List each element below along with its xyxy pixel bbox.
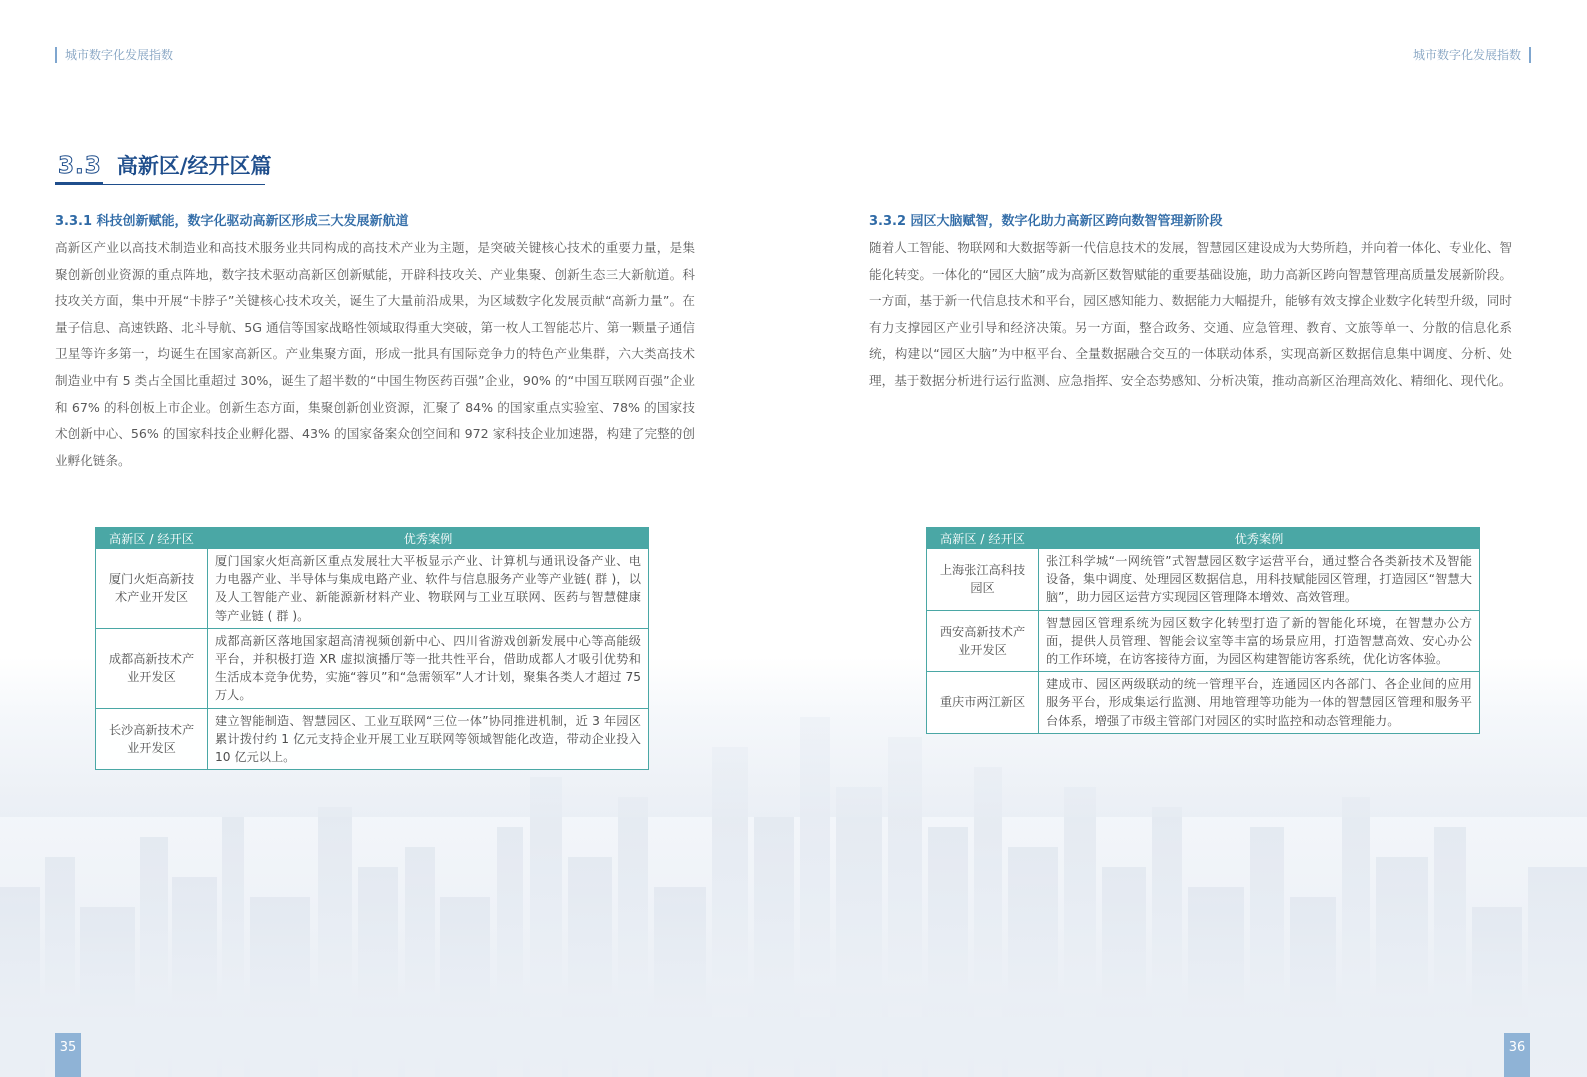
page-number-right: 36 [1504,1033,1530,1077]
running-header-right: 城市数字化发展指数 [1405,47,1531,63]
table-header-row [927,528,1480,549]
zone-name-cell: 重庆市两江新区 [927,672,1039,734]
table-row [927,672,1480,734]
right-cases-table [926,527,1480,734]
column-header-cases: 优秀案例 [208,528,649,549]
zone-name-cell: 厦门火炬高新技术产业开发区 [96,549,208,629]
page-number-left: 35 [55,1033,81,1077]
zone-name-cell: 西安高新技术产业开发区 [927,610,1039,672]
zone-name-cell: 长沙高新技术产业开发区 [96,708,208,770]
subsection-heading-3-3-2: 3.3.2 园区大脑赋智，数字化助力高新区跨向数智管理新阶段 [869,214,1223,229]
body-paragraph-right: 随着人工智能、物联网和大数据等新一代信息技术的发展，智慧园区建设成为大势所趋，并向着一体化、专业化、智能化转变。一体化的“园区大脑”成为高新区数智赋能的重要基础设施，助力高新区跨向智慧管理高质量发展新阶段。一方面，基于新一代信息技术和平台，园区感知能力、数据能力大幅提升，能够有效支撑企业数字化转型升级，同时有力支撑园区产业引导和经济决策。另一方面，整合政务、交通、应急管理、教育、文旅等单一、分散的信息化系统，构建以“园区大脑”为中枢平台、全量数据融合交互的一体联动体系，实现高新区数据信息集中调度、分析、处理，基于数据分析进行运行监测、应急指挥、安全态势感知、分析决策，推动高新区治理高效化、精细化、现代化。 [869,240,1512,388]
column-header-zone: 高新区 / 经开区 [96,528,208,549]
case-description-cell: 张江科学城“一网统管”式智慧园区数字运营平台，通过整合各类新技术及智能设备，集中调度、处理园区数据信息，用科技赋能园区管理，打造园区“智慧大脑”，助力园区运营方实现园区管理降本增效、高效管理。 [1039,549,1480,611]
section-title: 高新区/经开区篇 [116,154,272,178]
case-description-cell: 厦门国家火炬高新区重点发展壮大平板显示产业、计算机与通讯设备产业、电力电器产业、半导体与集成电路产业、软件与信息服务产业等产业链( 群 )，以及人工智能产业、新能源新材料产业、物联网与工业互联网、医药与智慧健康等产业链 ( 群 )。 [208,549,649,629]
case-description-cell: 成都高新区落地国家超高清视频创新中心、四川省游戏创新发展中心等高能级平台，并积极打造 XR 虚拟演播厅等一批共性平台，借助成都人才吸引优势和生活成本竞争优势，实施“蓉贝”和“急需领军”人才计划，聚集各类人才超过 75 万人。 [208,628,649,708]
case-description-cell: 建立智能制造、智慧园区、工业互联网“三位一体”协同推进机制，近 3 年园区累计拨付约 1 亿元支持企业开展工业互联网等领域智能化改造，带动企业投入 10 亿元以上。 [208,708,649,770]
table-row [96,549,649,629]
left-column [55,213,695,474]
body-paragraph-left: 高新区产业以高技术制造业和高技术服务业共同构成的高技术产业为主题，是突破关键核心技术的重要力量，是集聚创新创业资源的重点阵地，数字技术驱动高新区创新赋能，开辟科技攻关、产业集聚、创新生态三大新航道。科技攻关方面，集中开展“卡脖子”关键核心技术攻关，诞生了大量前沿成果，为区域数字化发展贡献“高新力量”。在量子信息、高速铁路、北斗导航、5G 通信等国家战略性领域取得重大突破，第一枚人工智能芯片、第一颗量子通信卫星等许多第一，均诞生在国家高新区。产业集聚方面，形成一批具有国际竞争力的特色产业集群，六大类高技术制造业中有 5 类占全国比重超过 30%，诞生了超半数的“中国生物医药百强”企业，90% 的“中国互联网百强”企业和 67% 的科创板上市企业。创新生态方面，集聚创新创业资源，汇聚了 84% 的国家重点实验室、78% 的国家技术创新中心、56% 的国家科技企业孵化器、43% 的国家备案众创空间和 972 家科技企业加速器，构建了完整的创业孵化链条。 [55,240,695,468]
section-heading-accent-bar [55,182,103,185]
table-row [96,708,649,770]
table-row [927,610,1480,672]
subsection-heading-3-3-1: 3.3.1 科技创新赋能，数字化驱动高新区形成三大发展新航道 [55,214,409,229]
table-header-row [96,528,649,549]
section-number: 3.3 [58,153,102,179]
table-row [927,549,1480,611]
case-description-cell: 建成市、园区两级联动的统一管理平台，连通园区内各部门、各企业间的应用服务平台，形成集运行监测、用地管理等功能为一体的智慧园区管理和服务平台体系，增强了市级主管部门对园区的实时监控和动态管理能力。 [1039,672,1480,734]
column-header-zone: 高新区 / 经开区 [927,528,1039,549]
section-heading [58,150,272,180]
zone-name-cell: 上海张江高科技园区 [927,549,1039,611]
left-cases-table [95,527,649,770]
zone-name-cell: 成都高新技术产业开发区 [96,628,208,708]
case-description-cell: 智慧园区管理系统为园区数字化转型打造了新的智能化环境，在智慧办公方面，提供人员管理、智能会议室等丰富的场景应用，打造智慧高效、安心办公的工作环境，在访客接待方面，为园区构建智能访客系统，优化访客体验。 [1039,610,1480,672]
right-column [869,213,1512,395]
running-header-left: 城市数字化发展指数 [55,47,181,63]
table-row [96,628,649,708]
column-header-cases: 优秀案例 [1039,528,1480,549]
